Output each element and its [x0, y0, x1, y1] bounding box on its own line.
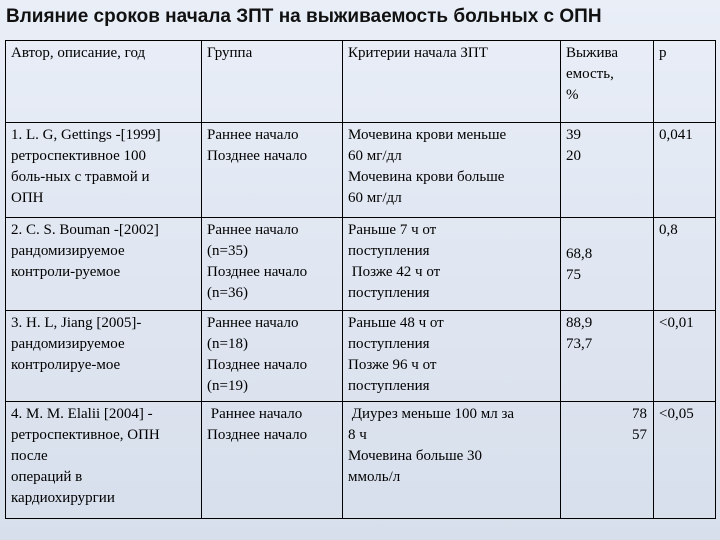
cell-p: <0,05 — [654, 402, 716, 519]
cell-line: (n=18) — [207, 336, 248, 352]
table-row — [6, 402, 716, 519]
cell-line: 3. H. L, Jiang [2005]- — [11, 315, 142, 331]
cell-line: контроли-руемое — [11, 264, 121, 280]
cell-line: Позднее начало — [207, 357, 308, 373]
table-row — [6, 218, 716, 311]
cell-p: 0,8 — [654, 218, 716, 311]
cell-criteria — [343, 123, 561, 218]
cell-line: 39 — [566, 127, 581, 143]
header-row — [6, 41, 716, 123]
cell-line: поступления — [348, 378, 430, 394]
cell-author — [6, 123, 202, 218]
cell-line: Мочевина крови больше — [348, 169, 505, 185]
cell-line: Раннее начало — [207, 127, 299, 143]
cell-line: 78 — [632, 406, 647, 422]
cell-line: 68,8 — [566, 246, 593, 262]
cell-line: ммоль/л — [348, 469, 401, 485]
cell-line: поступления — [348, 336, 430, 352]
cell-survival — [561, 123, 654, 218]
cell-group — [202, 402, 343, 519]
cell-line: ОПН — [11, 190, 44, 206]
cell-line: Раннее начало — [207, 222, 299, 238]
cell-author — [6, 402, 202, 519]
cell-line: операций в — [11, 469, 83, 485]
cell-line: Позднее начало — [207, 427, 308, 443]
cell-group — [202, 218, 343, 311]
cell-p: 0,041 — [654, 123, 716, 218]
cell-p: <0,01 — [654, 311, 716, 402]
cell-line: 60 мг/дл — [348, 190, 402, 206]
cell-line: (n=19) — [207, 378, 248, 394]
survival-table — [5, 40, 716, 519]
cell-line: Мочевина крови меньше — [348, 127, 507, 143]
cell-line: 8 ч — [348, 427, 367, 443]
cell-line: 2. C. S. Bouman -[2002] — [11, 222, 159, 238]
cell-survival — [561, 218, 654, 311]
header-survival — [561, 41, 654, 123]
cell-criteria — [343, 311, 561, 402]
cell-author — [6, 218, 202, 311]
cell-author — [6, 311, 202, 402]
cell-line: 60 мг/дл — [348, 148, 402, 164]
cell-line: 73,7 — [566, 336, 593, 352]
cell-line: (n=35) — [207, 243, 248, 259]
cell-group — [202, 311, 343, 402]
cell-line: Раньше 7 ч от — [348, 222, 437, 238]
header-survival-line: % — [566, 87, 579, 103]
cell-line: (n=36) — [207, 285, 248, 301]
cell-line: кардиохирургии — [11, 490, 115, 506]
cell-line: 20 — [566, 148, 581, 164]
cell-line: Позднее начало — [207, 264, 308, 280]
header-survival-line: Выжива — [566, 45, 619, 61]
cell-group — [202, 123, 343, 218]
header-author: Автор, описание, год — [6, 41, 202, 123]
cell-line: Диурез меньше 100 мл за — [348, 406, 515, 422]
cell-line: рандомизируемое — [11, 243, 125, 259]
cell-line: ретроспективное 100 — [11, 148, 146, 164]
cell-line: рандомизируемое — [11, 336, 125, 352]
header-survival-line: емость, — [566, 66, 614, 82]
cell-line: Раннее начало — [207, 406, 303, 422]
table-row — [6, 311, 716, 402]
cell-criteria — [343, 402, 561, 519]
cell-line: 4. M. M. Elalii [2004] - — [11, 406, 153, 422]
cell-line: Раннее начало — [207, 315, 299, 331]
cell-line: поступления — [348, 285, 430, 301]
cell-survival — [561, 311, 654, 402]
header-p: р — [654, 41, 716, 123]
cell-line: 57 — [632, 427, 647, 443]
table-row — [6, 123, 716, 218]
cell-line: контролируе-мое — [11, 357, 121, 373]
cell-survival — [561, 402, 654, 519]
cell-criteria — [343, 218, 561, 311]
cell-line: 75 — [566, 267, 581, 283]
slide-title: Влияние сроков начала ЗПТ на выживаемость больных с ОПН — [6, 6, 602, 27]
header-criteria: Критерии начала ЗПТ — [343, 41, 561, 123]
header-group: Группа — [202, 41, 343, 123]
cell-line: Позже 42 ч от — [348, 264, 441, 280]
cell-line: боль-ных с травмой и — [11, 169, 150, 185]
cell-line: ретроспективное, ОПН — [11, 427, 160, 443]
cell-line: 1. L. G, Gettings -[1999] — [11, 127, 161, 143]
cell-line: Позже 96 ч от — [348, 357, 437, 373]
cell-line: поступления — [348, 243, 430, 259]
cell-line: Мочевина больше 30 — [348, 448, 483, 464]
cell-line: 88,9 — [566, 315, 593, 331]
cell-line: Позднее начало — [207, 148, 308, 164]
cell-line: Раньше 48 ч от — [348, 315, 444, 331]
cell-line: после — [11, 448, 48, 464]
